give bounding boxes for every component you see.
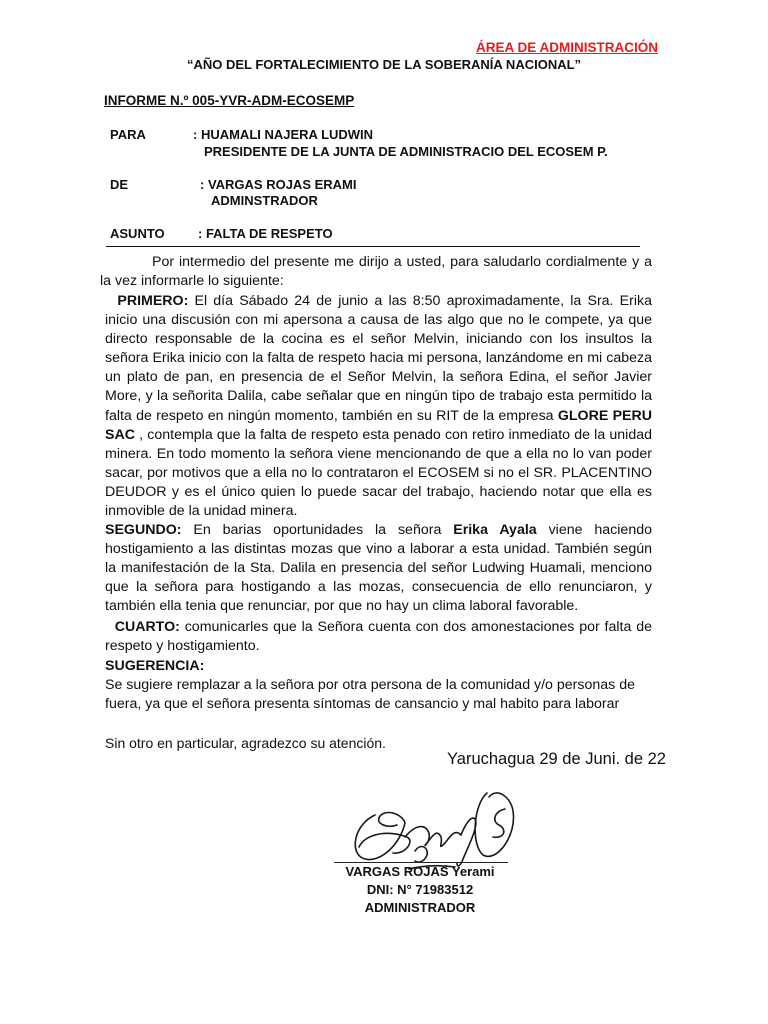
cuarto-paragraph — [105, 618, 652, 656]
report-number: INFORME N.º 005-YVR-ADM-ECOSEMP — [104, 93, 355, 108]
header-divider — [106, 246, 640, 247]
de-value: : VARGAS ROJAS ERAMI — [200, 177, 357, 192]
cuarto-text: comunicarles que la Señora cuenta con dos amonestaciones por falta de respeto y hostigamiento. — [105, 619, 652, 655]
signatory-name: VARGAS ROJAS Yerami — [345, 864, 495, 879]
sugerencia-paragraph — [105, 676, 652, 714]
intro-paragraph — [100, 253, 652, 291]
signature-line — [334, 862, 508, 863]
para-label: PARA — [110, 127, 146, 142]
signatory-dni: DNI: N° 71983512 — [366, 882, 474, 897]
asunto-value: : FALTA DE RESPETO — [198, 226, 333, 241]
segundo-person-name: Erika Ayala — [453, 522, 537, 538]
primero-paragraph — [105, 292, 652, 521]
primero-text-b: , contempla que la falta de respeto esta penado con retiro inmediato de la unidad minera. En todo momento la señora viene mencionando de que a ella no lo van poder sacar, por motivos que a ella no lo contrataron el ECOSEM si no el SR. PLACENTINO DEUDOR y es el único quien lo puede sacar del trabajo, haciendo notar que ella es inmovible de la unidad minera. — [105, 426, 652, 520]
segundo-text-a: En barias oportunidades la señora — [181, 522, 454, 538]
area-header: ÁREA DE ADMINISTRACIÓN — [476, 40, 658, 55]
intro-text: Por intermedio del presente me dirijo a usted, para saludarlo cordialmente y a la vez informarle lo siguiente: — [100, 254, 652, 290]
year-motto: “AÑO DEL FORTALECIMIENTO DE LA SOBERANÍA NACIONAL” — [186, 57, 582, 72]
para-value: : HUAMALI NAJERA LUDWIN — [193, 127, 374, 142]
date-line: Yaruchagua 29 de Juni. de 22 — [447, 750, 666, 768]
primero-text-a: El día Sábado 24 de junio a las 8:50 aproximadamente, la Sra. Erika inicio una discusión con mi apersona a causa de las algo que no le compete, ya que directo responsable de la cocina es el señor Melvin, iniciando con los insultos la señora Erika inicio con la falta de respeto hacia mi persona, lanzándome en mi cabeza un plato de pan, en presencia de el Señor Melvin, la señora Edina, el señor Javier More, y la señorita Dalila, cabe señalar que en ningún tipo de trabajo esta permitido la falta de respeto en ningún momento, también en su RIT de la empresa — [105, 293, 653, 424]
de-label: DE — [110, 177, 129, 192]
segundo-label: SEGUNDO: — [105, 522, 182, 538]
primero-label: PRIMERO: — [117, 293, 189, 309]
para-role: PRESIDENTE DE LA JUNTA DE ADMINISTRACIO DEL ECOSEM P. — [204, 144, 608, 159]
sugerencia-heading — [105, 657, 652, 676]
de-role: ADMINSTRADOR — [211, 193, 318, 208]
segundo-paragraph — [105, 521, 652, 616]
sugerencia-label: SUGERENCIA: — [105, 658, 205, 674]
asunto-label: ASUNTO — [110, 226, 165, 241]
segundo-text-b: viene haciendo hostigamiento a las distintas mozas que vino a laborar a esta unidad. También según la manifestación de la Sta. Dalila en presencia del señor Ludwing Huamali, menciono que la señora para hostigando a las mozas, consecuencia de ello renunciaron, y también ella tenia que renunciar, por que no hay un clima laboral favorable. — [105, 522, 652, 615]
cuarto-label: CUARTO: — [114, 619, 180, 635]
company-name: GLORE PERU SAC — [105, 407, 652, 443]
sugerencia-text: Se sugiere remplazar a la señora por otra persona de la comunidad y/o personas de fuera, ya que el señora presenta síntomas de cansancio y mal habito para laborar — [105, 677, 635, 713]
closing-line: Sin otro en particular, agradezco su atención. — [105, 735, 386, 751]
signatory-title: ADMINISTRADOR — [364, 900, 476, 915]
